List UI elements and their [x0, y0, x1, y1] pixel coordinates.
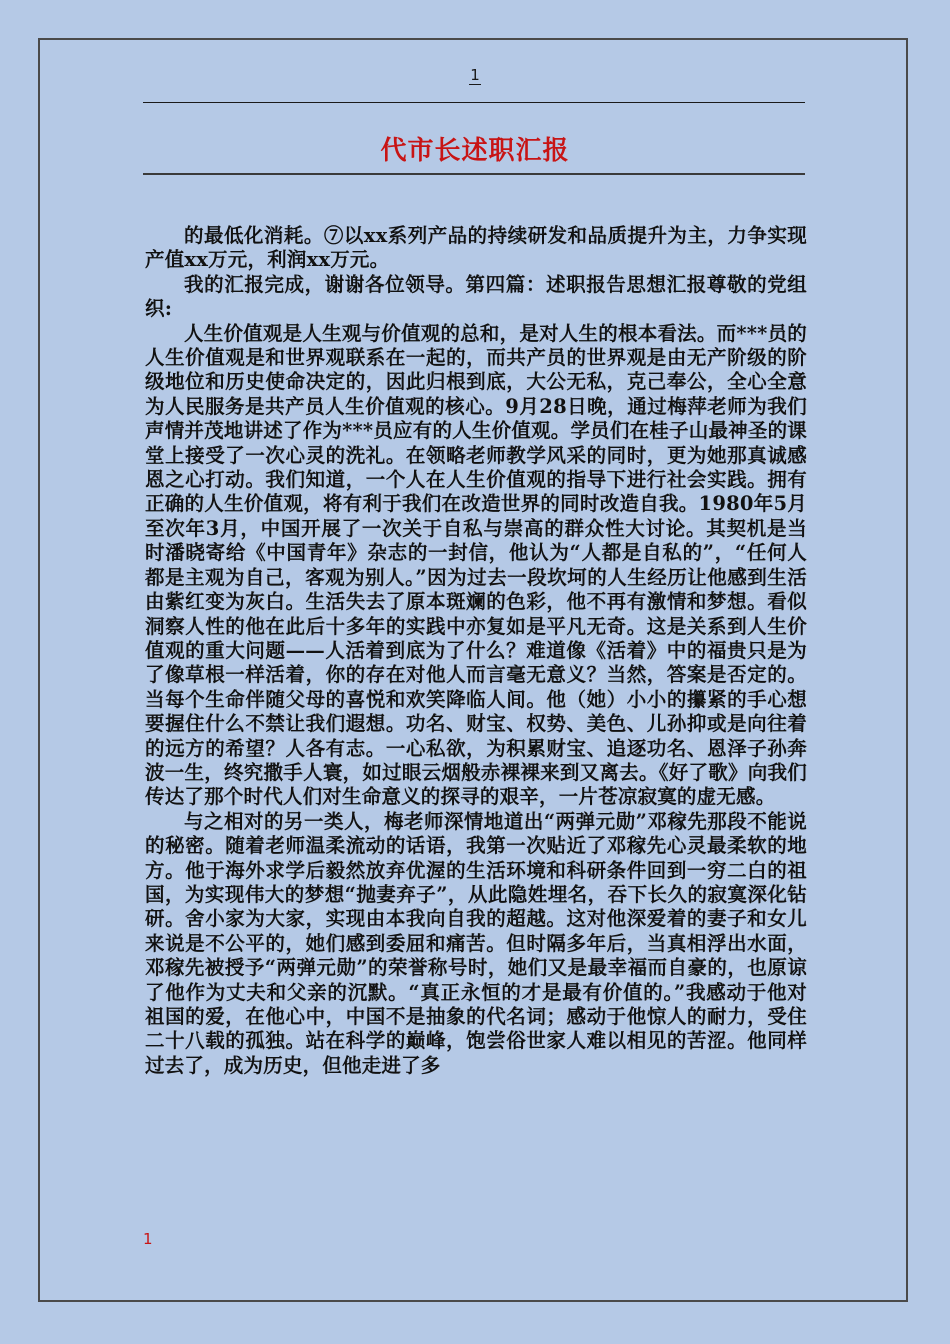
footer-page-number: 1 — [143, 1230, 153, 1248]
body-paragraph: 与之相对的另一类人，梅老师深情地道出“两弹元勋”邓稼先那段不能说的秘密。随着老师温柔流动的话语，我第一次贴近了邓稼先心灵最柔软的地方。他于海外求学后毅然放弃优渥的生活环境和科研条件回到一穷二白的祖国，为实现伟大的梦想“抛妻弃子”，从此隐姓埋名，吞下长久的寂寞深化钻研。舍小家为大家，实现由本我向自我的超越。这对他深爱着的妻子和女儿来说是不公平的，她们感到委屈和痛苦。但时隔多年后，当真相浮出水面，邓稼先被授予“两弹元勋”的荣誉称号时，她们又是最幸福而自豪的，也原谅了他作为丈夫和父亲的沉默。“真正永恒的才是最有价值的。”我感动于他对祖国的爱，在他心中，中国不是抽象的代名词；感动于他惊人的耐力，受住二十八载的孤独。站在科学的巅峰，饱尝俗世家人难以相见的苦涩。他同样过去了，成为历史，但他走进了多 — [145, 809, 807, 1077]
header-divider — [143, 102, 805, 103]
body-paragraph: 我的汇报完成，谢谢各位领导。第四篇：述职报告思想汇报尊敬的党组织: — [145, 272, 807, 321]
body-paragraph: 人生价值观是人生观与价值观的总和，是对人生的根本看法。而***员的人生价值观是和世界观联系在一起的，而共产员的世界观是由无产阶级的阶级地位和历史使命决定的，因此归根到底，大公无私，克己奉公，全心全意为人民服务是共产员人生价值观的核心。9月28日晚，通过梅萍老师为我们声情并茂地讲述了作为***员应有的人生价值观。学员们在桂子山最神圣的课堂上接受了一次心灵的洗礼。在领略老师教学风采的同时，更为她那真诚感恩之心打动。我们知道，一个人在人生价值观的指导下进行社会实践。拥有正确的人生价值观，将有利于我们在改造世界的同时改造自我。1980年5月至次年3月，中国开展了一次关于自私与崇高的群众性大讨论。其契机是当时潘晓寄给《中国青年》杂志的一封信，他认为“人都是自私的”，“任何人都是主观为自己，客观为别人。”因为过去一段坎坷的人生经历让他感到生活由紫红变为灰白。生活失去了原本斑斓的色彩，他不再有激情和梦想。看似洞察人性的他在此后十多年的实践中亦复如是平凡无奇。这是关系到人生价值观的重大问题——人活着到底为了什么？难道像《活着》中的福贵只是为了像草根一样活着，你的存在对他人而言毫无意义？当然，答案是否定的。当每个生命伴随父母的喜悦和欢笑降临人间。他（她）小小的攥紧的手心想要握住什么不禁让我们遐想。功名、财宝、权势、美色、儿孙抑或是向往着的远方的希望？人各有志。一心私欲，为积累财宝、追逐功名、恩泽子孙奔波一生，终究撒手人寰，如过眼云烟般赤裸裸来到又离去。《好了歌》向我们传达了那个时代人们对生命意义的探寻的艰辛，一片苍凉寂寞的虚无感。 — [145, 321, 807, 809]
title-divider — [143, 173, 805, 175]
document-title: 代市长述职汇报 — [380, 136, 570, 166]
header-page-number: 1 — [470, 66, 480, 84]
document-body — [145, 224, 807, 1078]
body-paragraph: 的最低化消耗。⑦以xx系列产品的持续研发和品质提升为主，力争实现产值xx万元，利润xx万元。 — [145, 224, 807, 272]
